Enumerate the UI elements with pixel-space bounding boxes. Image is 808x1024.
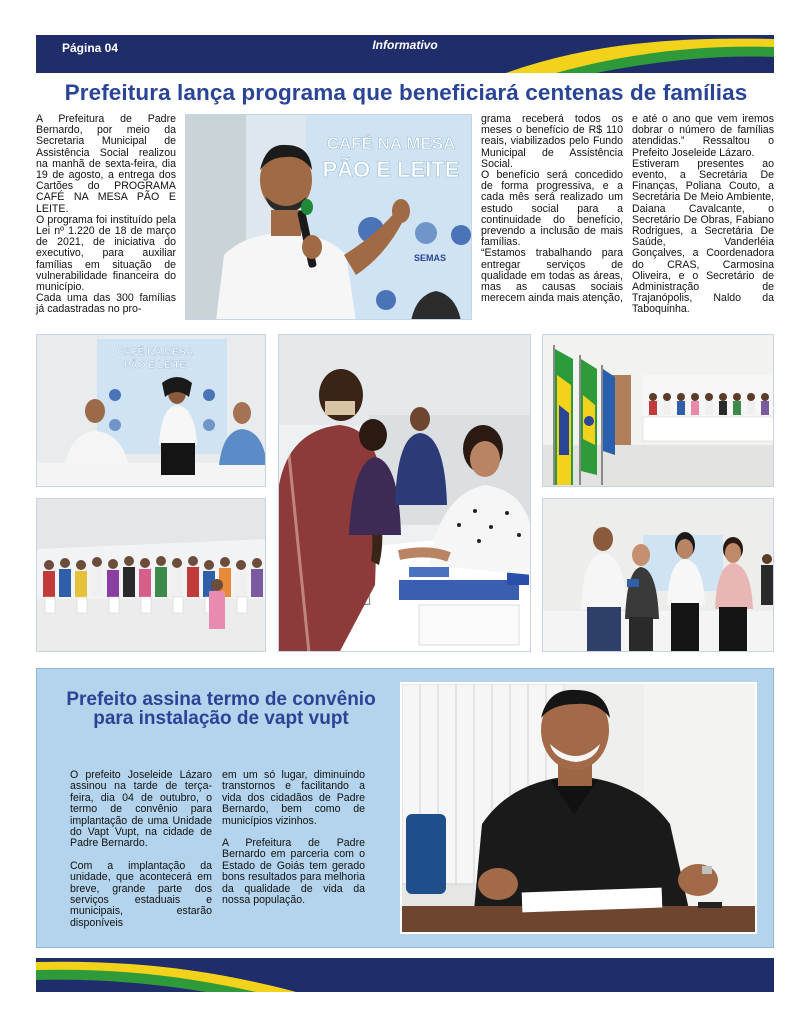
article-paragraph: e até o ano que vem iremos dobrar o número de famílias atendidas.” Ressaltou o Prefeito Joseleide Lázaro.	[632, 113, 774, 159]
mayor-signing-photo	[400, 682, 757, 934]
banner-text: PÃO E LEITE	[322, 157, 460, 182]
panel-column-1	[70, 770, 212, 940]
banner-text: PÃO E LEITE	[123, 360, 187, 371]
panel-table-photo	[36, 334, 266, 487]
article-paragraph: “Estamos trabalhando para entregar serviços de qualidade em todas as áreas, mas as causas sociais merecem ainda mais atenção,	[481, 247, 623, 305]
article-paragraph: O benefício será concedido de forma progressiva, e a cada mês será realizado um estudo social para a continuidade do benefício, prevendo a inclusão de mais famílias.	[481, 169, 623, 249]
banner-text: CAFÉ NA MESA	[117, 347, 193, 358]
mayor-speaking-photo	[185, 114, 472, 320]
group-photo	[542, 498, 774, 652]
panel-paragraph: em um só lugar, diminuindo transtornos e facilitando a vida dos cidadãos de Padre Bernardo, bem como de municípios vizinhos.	[222, 769, 365, 827]
article-column-3	[632, 114, 774, 316]
page-number: Página 04	[62, 41, 119, 55]
panel-paragraph: Com a implantação da unidade, que acontecerá em breve, grande parte dos serviços estaduais e municipais, estarão disponíveis	[70, 859, 212, 929]
article-column-1	[36, 114, 176, 316]
footer-band	[36, 958, 774, 992]
panel-paragraph: O prefeito Joseleide Lázaro assinou na tarde de terça-feira, dia 04 de outubro, o termo de convênio para implantação de uma Unidade do Vapt Vupt, na cidade de Padre Bernardo.	[70, 769, 212, 850]
section-label: Informativo	[372, 38, 438, 52]
article-headline: Prefeitura lança programa que beneficiará centenas de famílias	[64, 80, 748, 105]
article-paragraph: O programa foi instituído pela Lei nº 1.220 de 18 de março de 2021, de iniciativa do executivo, para auxiliar famílias em situação de vulnerabilidade financeira do município.	[36, 213, 176, 294]
article-paragraph: Estiveram presentes ao evento, a Secretária De Finanças, Poliana Couto, a Secretária De Meio Ambiente, Daiana Cavalcante, o Secretário De Obras, Fabiano Rodrigues, a Secretária De Saúde, Vanderléia Gonçalves, a Coordenadora do CRAS, Carmosina Oliveira, e o Secretário de Administração de Trajanópolis, Naldo da Taboquinha.	[632, 157, 774, 316]
panel-column-2	[222, 770, 365, 917]
audience-photo	[36, 498, 266, 652]
article-paragraph: A Prefeitura de Padre Bernardo, por meio da Secretaria Municipal de Assistência Social realizou na manhã de sexta-feira, dia 19 de agosto, a entrega dos Cartões do PROGRAMA CAFÉ NA MESA PÃO E LEITE.	[36, 113, 176, 215]
footer-band-graphic	[36, 958, 774, 992]
article-paragraph: Cada uma das 300 famílias já cadastradas no pro-	[36, 292, 176, 316]
banner-logo: SEMAS	[414, 253, 447, 263]
panel-headline: Prefeito assina termo de convênio para instalação de vapt vupt	[66, 689, 376, 729]
banner-text: CAFÉ NA MESA	[326, 134, 456, 153]
article-column-2	[481, 114, 623, 304]
flags-room-photo	[542, 334, 774, 487]
panel-paragraph: A Prefeitura de Padre Bernardo em parceria com o Estado de Goiás tem gerado bons resultados para melhoria da qualidade de vida da nossa população.	[222, 837, 365, 907]
card-distribution-photo	[278, 334, 531, 652]
article-paragraph: grama receberá todos os meses o benefício de R$ 110 reais, viabilizados pelo Fundo Municipal de Assistência Social.	[481, 113, 623, 170]
